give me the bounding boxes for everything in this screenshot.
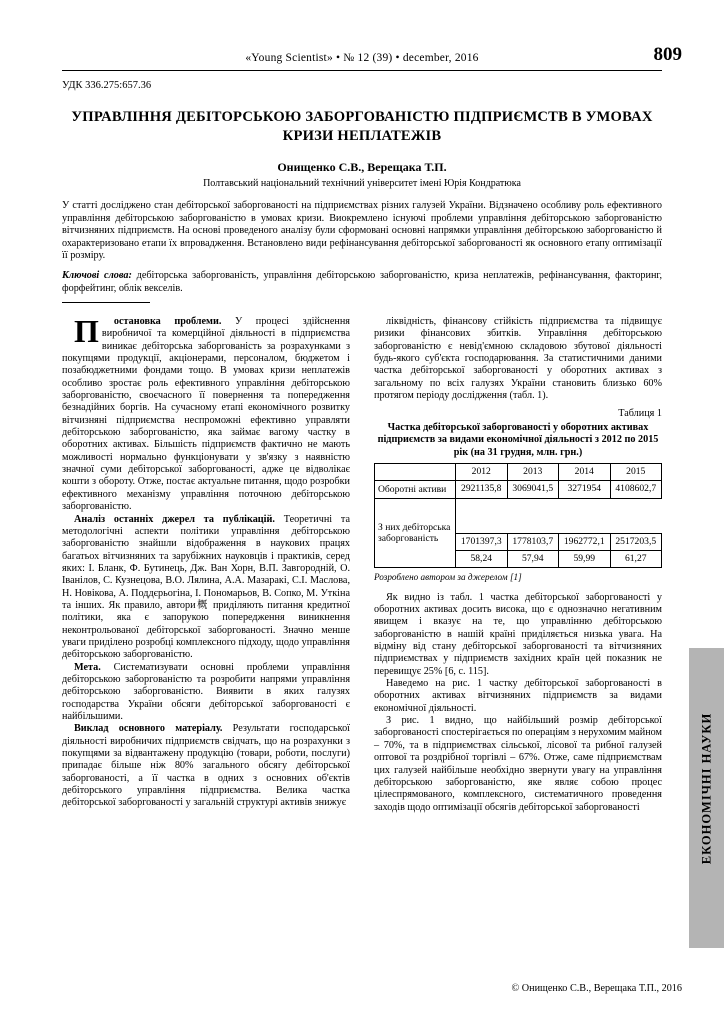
paragraph-problem-statement xyxy=(62,313,350,514)
running-head: «Young Scientist» • № 12 (39) • december, 2016 xyxy=(245,52,479,64)
page-number: 809 xyxy=(653,44,682,65)
abstract: У статті досліджено стан дебіторської заборгованості на підприємствах різних галузей України. Відзначено особливу роль ефективного управління дебіторською заборгованістю в умовах кризи. Виокремлено існуючі проблеми управління дебіторською заборгованістю вітчизняних підприємств. На основі проведеного аналізу були сформовані основні напрямки управління дебіторською заборгованістю й охарактеризовано етапи їх впровадження. Встановлено види рефінансування дебіторської заборгованості як основного етапу оптимізації її розміру. xyxy=(62,200,662,262)
receivables-table xyxy=(374,463,662,568)
table-col-2015: 2015 xyxy=(610,463,662,480)
keywords-list: дебіторська заборгованість, управління дебіторською заборгованістю, криза неплатежів, рефінансування, факторинг, форфейтинг, облік векселів. xyxy=(62,270,663,294)
cell: 57,94 xyxy=(507,551,559,568)
table-row xyxy=(375,481,662,498)
table-row xyxy=(375,498,662,533)
paragraph-main-content xyxy=(62,723,350,809)
cell: 2517203,5 xyxy=(610,533,662,550)
cell: 61,27 xyxy=(610,551,662,568)
paragraph-table-analysis: Як видно із табл. 1 частка дебіторської заборгованості у оборотних активах досить висока, що є однозначно негативним явищем і вказує на те, що управлінню дебіторською заборгованістю в нашій країні приділяється низька увага. На відміну від стану дебіторської заборгованості та вітчизняних підприємствах у підприємств західних країн цей показник не перевищує 25% [6, с. 115]. xyxy=(374,591,662,677)
section-heading-review: Аналіз останніх джерел та публікацій. xyxy=(74,513,275,525)
header-divider xyxy=(62,70,662,71)
cell: 3271954 xyxy=(559,481,611,498)
footnote-rule xyxy=(62,302,150,303)
paragraph-aim xyxy=(62,662,350,724)
cell: 1778103,7 xyxy=(507,533,559,550)
row-label-current-assets: Оборотні активи xyxy=(375,481,456,498)
keywords xyxy=(62,270,662,295)
udk-code: УДК 336.275:657.36 xyxy=(62,80,152,91)
copyright-notice: © Онищенко С.В., Верещака Т.П., 2016 xyxy=(511,983,682,994)
cell: 4108602,7 xyxy=(610,481,662,498)
section-heading-aim: Мета. xyxy=(74,661,101,673)
table-number: Таблиця 1 xyxy=(618,408,662,420)
cell: 2921135,8 xyxy=(456,481,508,498)
drop-cap: П xyxy=(74,313,99,349)
row-label-receivables: З них дебіторська заборгованість xyxy=(375,498,456,568)
paragraph-figure-intro: Наведемо на рис. 1 частку дебіторської заборгованості в оборотних активах вітчизняних підприємств за видами економічної діяльності. xyxy=(374,678,662,714)
paragraph-text: Результати господарської діяльності виробничих підприємств свідчать, що на розрахунки з покупцями за відвантажену продукцію (товари, роботи, послуги) припадає більше ніж 80% загального обсягу дебіторської заборгованості, а її частка в одних з основних об'єктів дебіторського управління підприємства. Велика частка дебіторської заборгованості у загальній структурі активів знижує xyxy=(62,723,350,809)
paragraph-literature-review xyxy=(62,514,350,662)
cell: 3069041,5 xyxy=(507,481,559,498)
table-source-note: Розроблено автором за джерелом [1] xyxy=(374,572,522,583)
page-title: УПРАВЛІННЯ ДЕБІТОРСЬКОЮ ЗАБОРГОВАНІСТЮ ПІДПРИЄМСТВ В УМОВАХ КРИЗИ НЕПЛАТЕЖІВ xyxy=(71,109,653,144)
table-col-2012: 2012 xyxy=(456,463,508,480)
affiliation: Полтавський національний технічний університет імені Юрія Кондратюка xyxy=(203,178,521,189)
section-heading-problem: остановка проблеми. xyxy=(113,316,222,327)
cell: 59,99 xyxy=(559,551,611,568)
cell: 1962772,1 xyxy=(559,533,611,550)
cell-spacer xyxy=(456,498,662,533)
table-corner-cell xyxy=(375,463,456,480)
paragraph-liquidity: ліквідність, фінансову стійкість підприємства та підвищує ризики фінансових збитків. Управління дебіторською заборгованістю є невід'ємною складовою збутової діяльності будь-якого суб'єкта господарювання. За статистичними даними частка дебіторської заборгованості у оборотних активах з загальному по всіх галузях України становить близько 60% протягом періоду дослідження (табл. 1). xyxy=(374,316,662,402)
side-tab-label: ЕКОНОМІЧНІ НАУКИ xyxy=(699,712,714,865)
table-col-2013: 2013 xyxy=(507,463,559,480)
section-heading-main: Виклад основного матеріалу. xyxy=(74,723,223,735)
column-left xyxy=(62,313,350,810)
cell: 58,24 xyxy=(456,551,508,568)
paragraph-figure-analysis: З рис. 1 видно, що найбільший розмір дебіторської заборгованості спостерігається по операціям з нерухомим майном – 70%, та в підприємствах сільської, лісової та рибної галузей оптової та роздрібної торгівлі – 67%. Отже, саме підприємствам цих галузей найбільше необхідно звернути увагу на управління дебіторською заборгованістю, яке являє собою процес цілеспрямованого, комплексного, систематичного проведення заходів щодо оптимізації обсягів дебіторської заборгованості xyxy=(374,715,662,813)
keywords-label: Ключові слова: xyxy=(62,270,132,281)
table-col-2014: 2014 xyxy=(559,463,611,480)
paragraph-text: Систематизувати основні проблеми управління дебіторською заборгованістю та розробити напрями управління дебіторською заборгованістю. Виявити в яких галузях господарства України обсяги дебіторської заборгованості є найбільшими. xyxy=(62,661,350,722)
column-right xyxy=(374,316,662,814)
authors: Онищенко С.В., Верещака Т.П. xyxy=(277,160,447,174)
table-title: Частка дебіторської заборгованості у оборотних активах підприємств за видами економічної діяльності з 2012 по 2015 рік (на 31 грудня, млн. грн.) xyxy=(377,421,659,458)
paragraph-text: У процесі здійснення виробничої та комерційної діяльності в підприємства виникає дебіторська заборгованість за розрахунками з покупцями продукції, акціонерами, персоналом, бюджетом і позабюджетними фондами тощо. В умовах кризи неплатежів особливо зростає роль ефективного управління дебіторською заборгованістю, своєчасного її повернення та попередження безнадійних боргів. На сучасному етапі економічного розвитку вітчизняні підприємства неспроможні ефективно управляти дебіторською заборгованістю, яка займає вагому частку в оборотних активах. Більшість підприємств фактично не мають можливості нормально функціонувати у зв'язку з наявністю значної суми дебіторської заборгованості, адже це відволікає кошти з обороту. Отже, постає актуальне питання, щодо розробки ефективного механізму управління поточною дебіторською заборгованістю. xyxy=(62,316,350,513)
table-header-row xyxy=(375,463,662,480)
cell: 1701397,3 xyxy=(456,533,508,550)
paragraph-text: Теоретичні та методологічні аспекти політики управління дебіторською заборгованістю знайшли відображення в наукових працях багатьох вітчизняних та зарубіжних науковців і практиків, серед яких: І. Бланк, Ф. Бутинець, Дж. Ван Хорн, В.П. Завгородній, О. Іванілов, С. Кузнецова, В.О. Лялина, А.А. Мазаракі, С.І. Маслова, Н. Новікова, А. Поддєрьогіна, І. Пономарьов, В. Сопко, М. Уткіна та інших. Як правило, автори概 приділяють питання кредитної політики, яка є запорукою попередження виникнення неконтрольованої дебіторської заборгованості. Значно менше уваги приділено розробці комплексного підходу, щодо управління дебіторською заборгованістю. xyxy=(62,513,350,661)
section-side-tab xyxy=(690,648,724,948)
